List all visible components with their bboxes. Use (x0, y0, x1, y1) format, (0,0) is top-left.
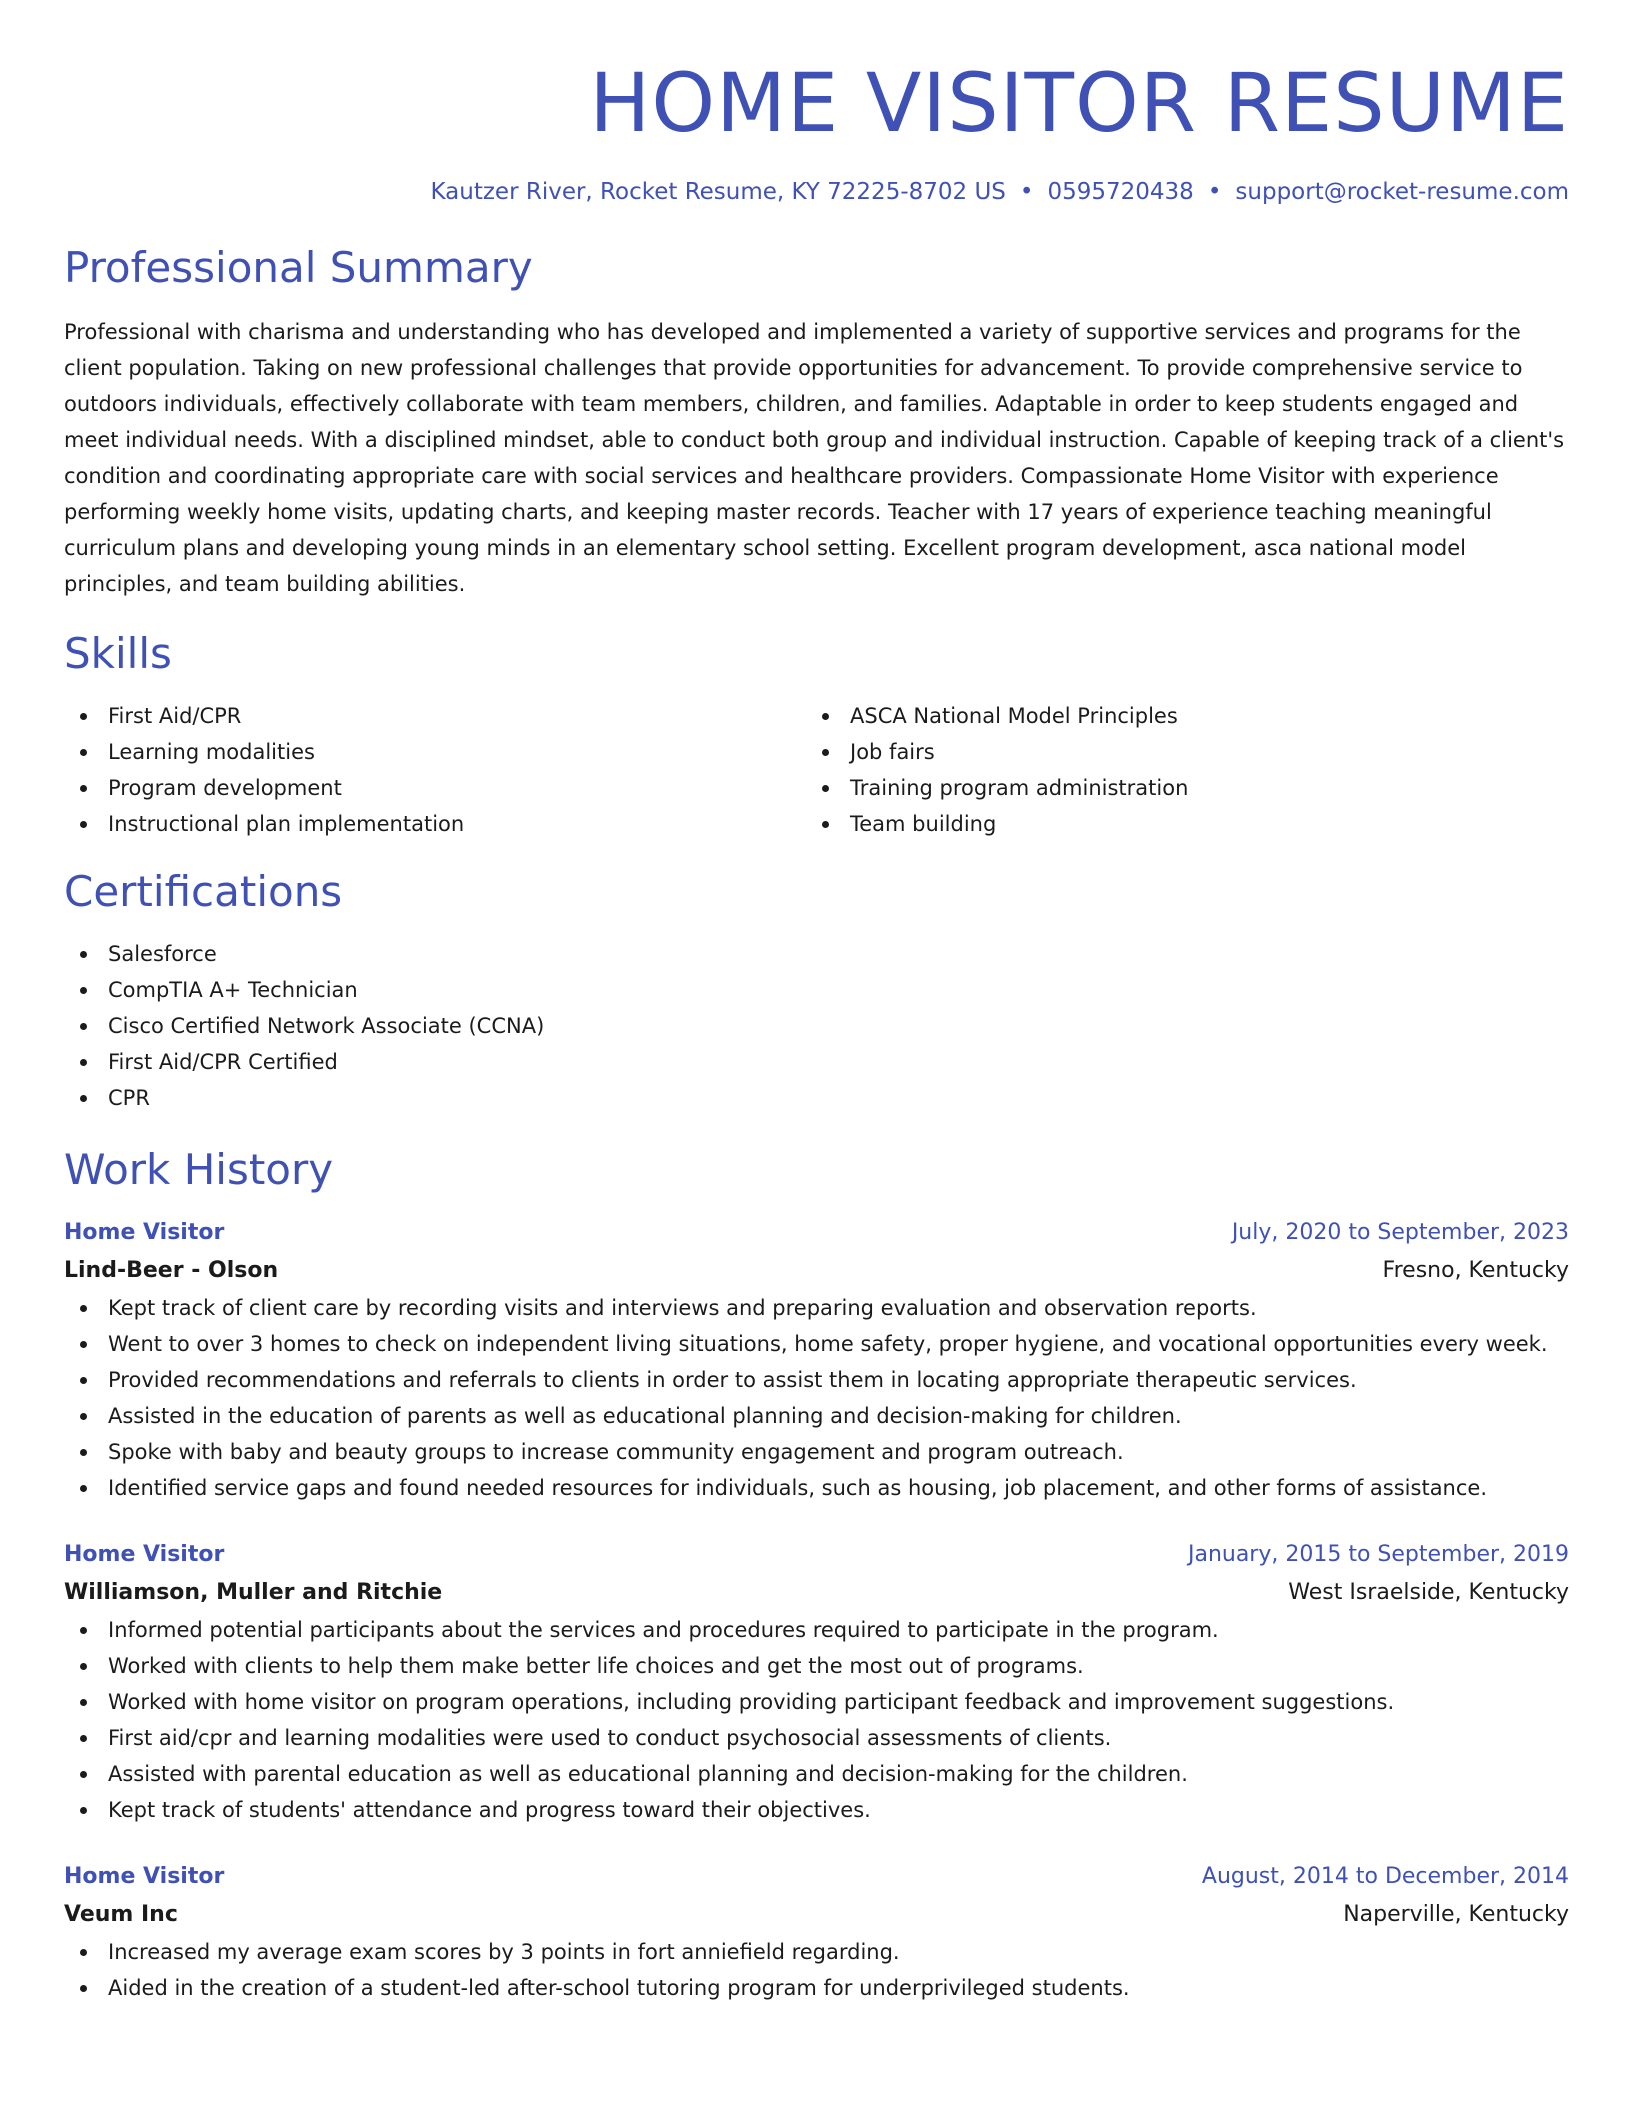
summary-heading: Professional Summary (64, 243, 533, 292)
certifications-heading: Certifications (64, 867, 343, 916)
skills-section (64, 626, 1569, 842)
list-item: Assisted in the education of parents as well as educational planning and decision-making for children. (64, 1398, 1569, 1434)
list-item: Assisted with parental education as well as educational planning and decision-making for the children. (64, 1756, 1569, 1792)
job-location: Fresno, Kentucky (1382, 1258, 1569, 1283)
job-role: Home Visitor (64, 1542, 225, 1567)
list-item: Team building (806, 806, 1569, 842)
job-company-row (64, 1252, 1569, 1290)
list-item: Kept track of students' attendance and progress toward their objectives. (64, 1792, 1569, 1828)
list-item: First aid/cpr and learning modalities were used to conduct psychosocial assessments of clients. (64, 1720, 1569, 1756)
list-item: Worked with clients to help them make better life choices and get the most out of programs. (64, 1648, 1569, 1684)
job-role: Home Visitor (64, 1864, 225, 1889)
resume-title: HOME VISITOR RESUME (589, 57, 1569, 151)
list-item: Spoke with baby and beauty groups to increase community engagement and program outreach. (64, 1434, 1569, 1470)
job-location: West Israelside, Kentucky (1288, 1580, 1569, 1605)
job-entry (64, 1536, 1569, 1828)
certifications-section (64, 864, 1569, 1116)
job-company-row (64, 1574, 1569, 1612)
list-item: First Aid/CPR (64, 698, 806, 734)
contact-separator: • (1207, 179, 1222, 205)
summary-text: Professional with charisma and understanding who has developed and implemented a variety of supportive services and programs for the client population. Taking on new professional challenges that provide opportunities for advancement. To provide comprehensive service to outdoors individuals, effectively collaborate with team members, children, and families. Adaptable in order to keep students engaged and meet individual needs. With a disciplined mindset, able to conduct both group and individual instruction. Capable of keeping track of a client's condition and coordinating appropriate care with social services and healthcare providers. Compassionate Home Visitor with experience performing weekly home visits, updating charts, and keeping master records. Teacher with 17 years of experience teaching meaningful curriculum plans and developing young minds in an elementary school setting. Excellent program development, asca national model principles, and team building abilities. (64, 320, 1565, 596)
list-item: Worked with home visitor on program operations, including providing participant feedback and improvement suggestions. (64, 1684, 1569, 1720)
summary-section (64, 240, 1569, 602)
list-item: Identified service gaps and found needed resources for individuals, such as housing, job placement, and other forms of assistance. (64, 1470, 1569, 1506)
job-dates: August, 2014 to December, 2014 (1201, 1864, 1569, 1889)
list-item: Program development (64, 770, 806, 806)
list-item: Provided recommendations and referrals to clients in order to assist them in locating appropriate therapeutic services. (64, 1362, 1569, 1398)
certifications-list (64, 936, 1569, 1116)
list-item: Instructional plan implementation (64, 806, 806, 842)
job-title-row (64, 1858, 1569, 1896)
job-company: Veum Inc (64, 1902, 178, 1927)
job-role: Home Visitor (64, 1220, 225, 1245)
job-title-row (64, 1536, 1569, 1574)
job-location: Naperville, Kentucky (1343, 1902, 1569, 1927)
list-item: Informed potential participants about the services and procedures required to participate in the program. (64, 1612, 1569, 1648)
job-entry (64, 1214, 1569, 1506)
job-company: Williamson, Muller and Ritchie (64, 1580, 443, 1605)
skills-columns (64, 698, 1569, 842)
skills-right-list (806, 698, 1569, 842)
list-item: Learning modalities (64, 734, 806, 770)
list-item: Salesforce (64, 936, 1569, 972)
list-item: Job fairs (806, 734, 1569, 770)
list-item: Went to over 3 homes to check on independent living situations, home safety, proper hygiene, and vocational opportunities every week. (64, 1326, 1569, 1362)
list-item: Training program administration (806, 770, 1569, 806)
list-item: Increased my average exam scores by 3 points in fort anniefield regarding. (64, 1934, 1569, 1970)
job-bullets (64, 1934, 1569, 2006)
list-item: Aided in the creation of a student-led after-school tutoring program for underprivileged students. (64, 1970, 1569, 2006)
list-item: First Aid/CPR Certified (64, 1044, 1569, 1080)
list-item: Kept track of client care by recording visits and interviews and preparing evaluation and observation reports. (64, 1290, 1569, 1326)
skills-heading: Skills (64, 629, 172, 678)
job-entry (64, 1858, 1569, 2006)
job-company: Lind-Beer - Olson (64, 1258, 279, 1283)
contact-phone: 0595720438 (1047, 179, 1194, 205)
list-item: CompTIA A+ Technician (64, 972, 1569, 1008)
job-title-row (64, 1214, 1569, 1252)
list-item: ASCA National Model Principles (806, 698, 1569, 734)
list-item: CPR (64, 1080, 1569, 1116)
work-history-section (64, 1142, 1569, 2006)
job-dates: July, 2020 to September, 2023 (1231, 1220, 1569, 1245)
contact-address: Kautzer River, Rocket Resume, KY 72225-8702 US (430, 179, 1006, 205)
job-bullets (64, 1612, 1569, 1828)
skills-left-list (64, 698, 806, 842)
contact-email[interactable]: support@rocket-resume.com (1235, 179, 1569, 205)
job-dates: January, 2015 to September, 2019 (1187, 1542, 1569, 1567)
job-bullets (64, 1290, 1569, 1506)
contact-separator: • (1019, 179, 1034, 205)
job-company-row (64, 1896, 1569, 1934)
work-history-heading: Work History (64, 1145, 334, 1194)
contact-line (64, 176, 1569, 208)
list-item: Cisco Certified Network Associate (CCNA) (64, 1008, 1569, 1044)
